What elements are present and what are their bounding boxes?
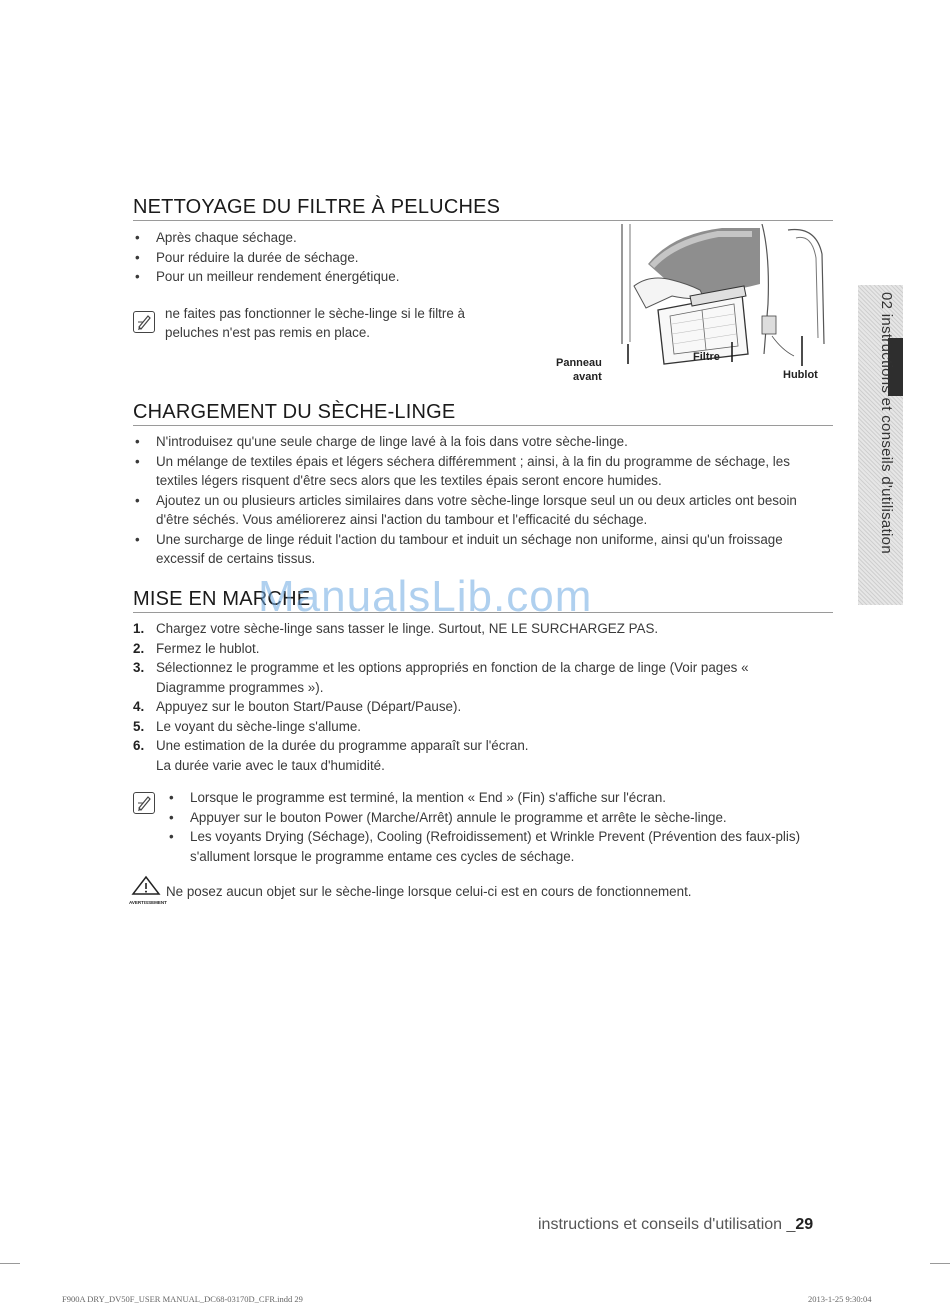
list-item: • Lorsque le programme est terminé, la mention « End » (Fin) s'affiche sur l'écran. [167,788,822,808]
list-item: • Pour réduire la durée de séchage. [133,248,553,268]
list-item [133,697,813,717]
list-item: • N'introduisez qu'une seule charge de linge lavé à la fois dans votre sèche-linge. [133,432,833,452]
section-title-loading: CHARGEMENT DU SÈCHE-LINGE [133,401,833,426]
list-item [133,717,813,737]
step-subtext: La durée varie avec le taux d'humidité. [156,757,385,773]
figure-label-front-panel: Panneau [556,357,602,369]
note-icon [133,311,155,333]
step-text: Une estimation de la durée du programme apparaît sur l'écran. [156,738,529,753]
step-text: Fermez le hublot. [156,640,260,656]
warning-label: AVERTISSEMENT [129,900,167,905]
step-text: Le voyant du sèche-linge s'allume. [156,718,362,734]
step-text: Sélectionnez le programme et les options appropriés en fonction de la charge de linge (Voir pages « Diagramme programmes »). [156,660,749,695]
step-number: 2. [133,640,145,656]
footer-text: instructions et conseils d'utilisation _ [538,1216,796,1233]
section-title-start: MISE EN MARCHE [133,588,833,613]
list-item: • Ajoutez un ou plusieurs articles similaires dans votre sèche-linge lorsque seul un ou deux articles ont besoin d'être séchés. Vous améliorerez ainsi l'action du tambour et l'efficacité du séchage. [133,491,833,530]
list-item: • Un mélange de textiles épais et légers séchera différemment ; ainsi, à la fin du programme de séchage, les textiles légers risquent d'être secs alors que les textiles épais seront encore humides. [133,452,833,491]
loading-bullets [133,432,833,569]
figure-label-door: Hublot [783,369,818,381]
list-item [133,736,813,775]
dryer-filter-illustration [612,224,834,374]
list-item: • Une surcharge de linge réduit l'action du tambour et induit un séchage non uniforme, ainsi qu'un froissage excessif de certains tissus. [133,530,833,569]
chapter-tab-label: 02 instructions et conseils d'utilisation [878,292,895,554]
print-date-info: 2013-1-25 9:30:04 [808,1294,872,1304]
warning-text: Ne posez aucun objet sur le sèche-linge lorsque celui-ci est en cours de fonctionnement. [166,884,692,899]
figure-label-front-panel-2: avant [573,371,602,383]
lint-filter-bullets [133,228,553,287]
trim-mark [0,1263,20,1264]
start-notes [167,788,822,866]
step-text: Appuyez sur le bouton Start/Pause (Départ/Pause). [156,699,462,714]
step-number: 6. [133,738,145,753]
start-steps [133,619,813,775]
section-title-lint-filter: NETTOYAGE DU FILTRE À PELUCHES [133,196,833,221]
page-number: 29 [795,1216,814,1233]
step-text: Chargez votre sèche-linge sans tasser le linge. Surtout, NE LE SURCHARGEZ PAS. [156,621,659,636]
list-item [133,639,813,659]
list-item: • Appuyer sur le bouton Power (Marche/Arrêt) annule le programme et arrête le sèche-linge. [167,808,822,828]
note-text: ne faites pas fonctionner le sèche-linge si le filtre à peluches n'est pas remis en place. [165,306,465,340]
step-number: 4. [133,699,145,714]
list-item: • Pour un meilleur rendement énergétique. [133,267,553,287]
watermark: ManualsLib.com [258,572,593,621]
step-number: 1. [133,621,145,636]
list-item: • Après chaque séchage. [133,228,553,248]
list-item: • Les voyants Drying (Séchage), Cooling (Refroidissement) et Wrinkle Prevent (Prévention des faux-plis) s'allument lorsque le programme entame ces cycles de séchage. [167,827,822,866]
warning-icon [129,875,167,905]
step-number: 3. [133,660,145,675]
note-icon [133,792,155,814]
list-item [133,658,813,697]
step-number: 5. [133,718,145,734]
trim-mark [930,1263,950,1264]
figure-label-filter: Filtre [693,351,720,363]
print-file-info: F900A DRY_DV50F_USER MANUAL_DC68-03170D_CFR.indd 29 [62,1294,303,1304]
page-footer [538,1216,813,1234]
